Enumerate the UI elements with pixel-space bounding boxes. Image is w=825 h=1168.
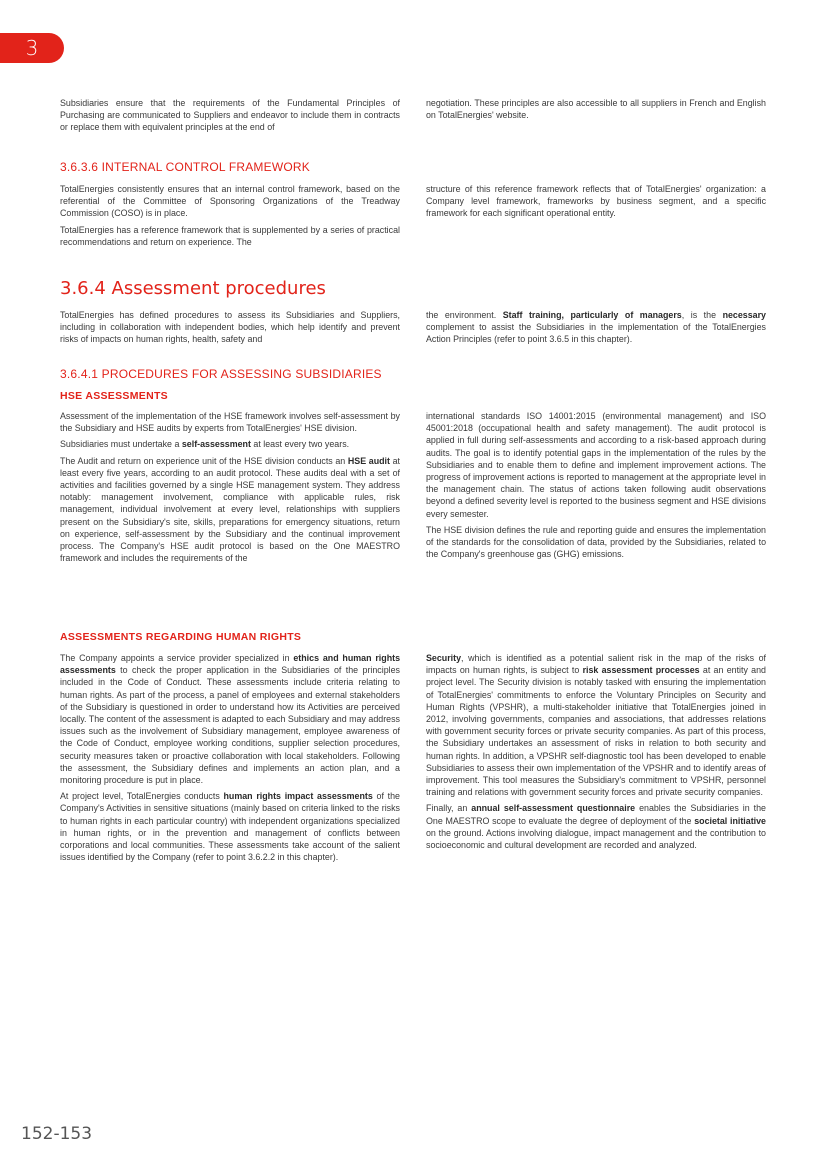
- section-364-heading: 3.6.4 Assessment procedures: [60, 278, 326, 299]
- hr-right-p2: Finally, an annual self-assessment questionnaire enables the Subsidiaries in the One MAESTRO scope to evaluate the degree of deployment of the societal initiative on the ground. Actions involving dialogue, impact management and the contribution to socioeconomic and cultural development are recorded and analyzed.: [426, 803, 766, 851]
- hr-right-column: [426, 652, 766, 855]
- hse-left-p1: Assessment of the implementation of the HSE framework involves self-assessment by the Subsidiary and HSE audits by experts from TotalEnergies' HSE division.: [60, 411, 400, 434]
- hr-left-column: [60, 652, 400, 867]
- intro-right-column: [426, 97, 766, 125]
- section-3636-heading: 3.6.3.6 INTERNAL CONTROL FRAMEWORK: [60, 160, 310, 174]
- hr-right-p1: Security, which is identified as a potential salient risk in the map of the risks of impacts on human rights, is subject to risk assessment processes at an entity and project level. The Security division is notably tasked with ensuring the implementation of TotalEnergies' commitments to enforce the Voluntary Principles on Security and Human Rights (VPSHR), a multi-stakeholder initiative that TotalEnergies joined in 2012, involving governments, companies and associations, that addresses relations with government security forces or private security companies. As part of this process, the Subsidiary undertakes an assessment of risks in relation to both security and human rights. In addition, a VPSHR self-diagnostic tool has been developed to enable Subsidiaries to assess their own implementation of the VPSHR and to identify areas of improvement. This tool measures the Subsidiary's commitment to VPSHR, personnel training and relations with government security forces and private security companies.: [426, 653, 766, 798]
- s3636-left-p1: TotalEnergies consistently ensures that an internal control framework, based on the referential of the Committee of Sponsoring Organizations of the Treadway Commission (COSO) is in place.: [60, 184, 400, 219]
- s364-left-p1: TotalEnergies has defined procedures to assess its Subsidiaries and Suppliers, including in collaboration with independent bodies, which help identify and prevent risks of impacts on human rights, health, safety and: [60, 310, 400, 345]
- hse-assessments-heading: HSE ASSESSMENTS: [60, 390, 168, 402]
- s364-left-column: [60, 309, 400, 350]
- s364-right-p1: the environment. Staff training, particularly of managers, is the necessary complement to assist the Subsidiaries in the implementation of the TotalEnergies Action Principles (refer to point 3.6.5 in this chapter).: [426, 310, 766, 345]
- chapter-number: 3: [25, 36, 39, 60]
- s3636-right-column: [426, 183, 766, 224]
- intro-left-text: Subsidiaries ensure that the requirements of the Fundamental Principles of Purchasing are communicated to Suppliers and endeavor to include them in contracts or replace them with equivalent principles at the end of: [60, 98, 400, 133]
- section-3641-heading: 3.6.4.1 PROCEDURES FOR ASSESSING SUBSIDIARIES: [60, 367, 382, 381]
- hse-left-p3: The Audit and return on experience unit of the HSE division conducts an HSE audit at least every five years, according to an audit protocol. These audits deal with a set of activities and facilities governed by a single HSE management system. They address notably: management involvement, compliance with applicable rules, risk management, individual involvement at every level, relationships with suppliers present on the Subsidiary's site, skills, preparations for emergency situations, return on experience, self-assessment by the Subsidiary and the continual improvement process. The Company's HSE audit protocol is based on the One MAESTRO framework and includes the requirements of the: [60, 455, 401, 564]
- chapter-tab: [0, 33, 64, 63]
- s3636-right-p1: structure of this reference framework reflects that of TotalEnergies' organization: a Company level framework, frameworks by business segment, and a specific framework for each significant operational entity.: [426, 184, 766, 219]
- s3636-left-column: [60, 183, 400, 252]
- hse-right-p1: international standards ISO 14001:2015 (environmental management) and ISO 45001:2018 (occupational health and safety management). The audit protocol is applied in full during self-assessments and according to a risk-based approach during audits. The goal is to identify potential gaps in the implementation of the rules by the Subsidiaries and to enable them to define and implement improvement actions. The progress of improvement actions is reported to management at the appropriate level in the management chain. The status of actions taken following audit observations beyond a defined severity level is reported to the business segment and HSE divisions every semester.: [426, 411, 766, 519]
- hse-right-p2: The HSE division defines the rule and reporting guide and ensures the implementation of the standards for the consolidation of data, provided by the Subsidiaries, related to the Company's greenhouse gas (GHG) emissions.: [426, 524, 766, 560]
- hse-right-column: [426, 410, 766, 564]
- hr-left-p2: At project level, TotalEnergies conducts human rights impact assessments of the Company's Activities in sensitive situations (mainly based on criteria linked to the risks to human rights in each particular country) with independent organizations specialized in human rights, or in the prevention and management of conflicts between corporations and local communities. These assessments take account of the salient issues identified by the Company (refer to point 3.6.2.2 in this chapter).: [60, 791, 400, 863]
- hse-left-column: [60, 410, 400, 568]
- page-number: 152-153: [21, 1124, 93, 1144]
- hse-left-p2: Subsidiaries must undertake a self-assessment at least every two years.: [60, 439, 350, 450]
- intro-left-column: [60, 97, 400, 138]
- s3636-left-p2: TotalEnergies has a reference framework that is supplemented by a series of practical recommendations and return on experience. The: [60, 224, 400, 247]
- s364-right-column: [426, 309, 766, 350]
- intro-right-text: negotiation. These principles are also accessible to all suppliers in French and English on TotalEnergies' website.: [426, 98, 766, 121]
- hr-left-p1: The Company appoints a service provider specialized in ethics and human rights assessments to check the proper application in the Subsidiaries of the principles included in the Code of Conduct. These assessments include criteria relating to human rights. As part of the process, a panel of employees and external stakeholders of the Subsidiary is questioned in order to understand how its Activities are perceived locally. The content of the assessment is adapted to each Subsidiary and may address issues such as the involvement of Subsidiary management, employee awareness of the Code of Conduct, employee working conditions, supplier selection procedures, security measures taken or proactive collaboration with local stakeholders. Following the assessment, the Subsidiary defines and implements an action plan, and a monitoring procedure is put in place.: [60, 653, 401, 786]
- human-rights-assessments-heading: ASSESSMENTS REGARDING HUMAN RIGHTS: [60, 631, 302, 643]
